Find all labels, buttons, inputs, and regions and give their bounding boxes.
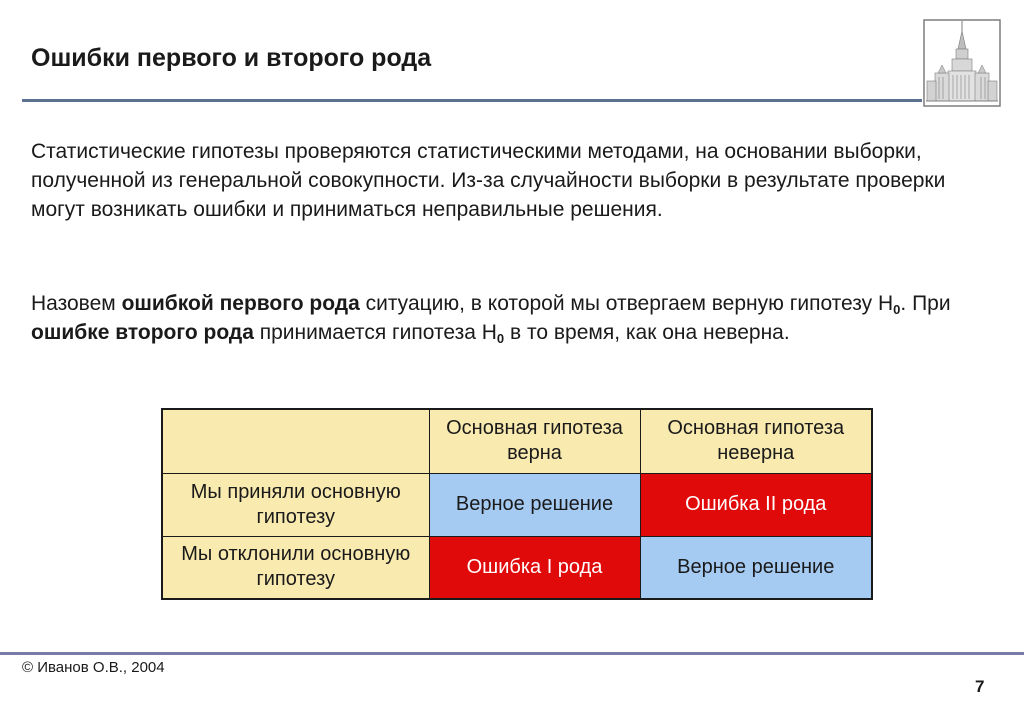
paragraph-text: в то время, как она неверна. xyxy=(504,321,790,344)
definition-paragraph xyxy=(31,289,981,347)
cell-correct-decision: Верное решение xyxy=(429,473,640,536)
title-divider xyxy=(22,99,922,102)
cell-type-one-error: Ошибка I рода xyxy=(429,536,640,599)
intro-paragraph: Статистические гипотезы проверяются статистическими методами, на основании выборки, полученной из генеральной совокупности. Из-за случайности выборки в результате проверки могут возникать ошибки и приниматься неправильные решения. xyxy=(31,140,946,221)
type-one-error-term: ошибкой первого рода xyxy=(121,292,360,315)
paragraph-text: Назовем xyxy=(31,292,122,315)
cell-type-two-error: Ошибка II рода xyxy=(640,473,872,536)
table-corner-cell xyxy=(162,409,429,473)
paragraph-text: ситуацию, в которой мы отвергаем верную гипотезу H xyxy=(359,292,894,315)
col-header-hypothesis-false: Основная гипотеза неверна xyxy=(640,409,872,473)
university-building-icon xyxy=(923,19,1001,107)
paragraph-text: . При xyxy=(900,292,951,315)
error-types-table xyxy=(161,408,873,600)
subscript-zero: 0 xyxy=(893,302,901,317)
footer-divider xyxy=(0,652,1024,655)
paragraph-text: принимается гипотеза H xyxy=(253,321,497,344)
subscript-zero: 0 xyxy=(496,331,505,346)
copyright-notice: © Иванов О.В., 2004 xyxy=(22,659,165,676)
row-header-rejected: Мы отклонили основную гипотезу xyxy=(162,536,429,599)
slide-title: Ошибки первого и второго рода xyxy=(31,44,432,72)
row-header-accepted: Мы приняли основную гипотезу xyxy=(162,473,429,536)
page-number: 7 xyxy=(975,677,985,696)
col-header-hypothesis-true: Основная гипотеза верна xyxy=(429,409,640,473)
cell-correct-decision: Верное решение xyxy=(640,536,872,599)
type-two-error-term: ошибке второго рода xyxy=(31,321,254,344)
